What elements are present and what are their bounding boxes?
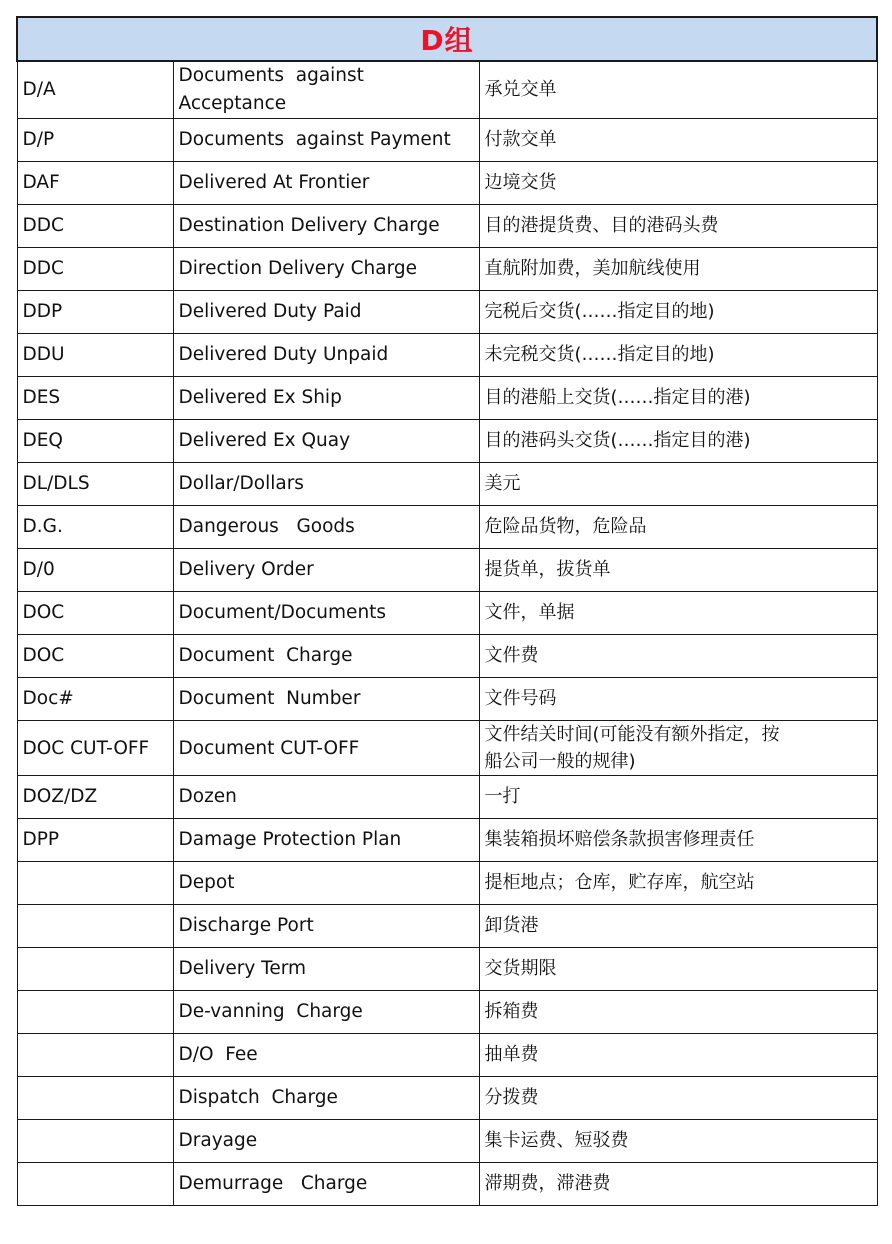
abbreviation-cell: DDU [17, 334, 173, 377]
english-term-cell: Depot [173, 862, 479, 905]
english-term-cell: Destination Delivery Charge [173, 205, 479, 248]
abbreviation-cell: DDP [17, 291, 173, 334]
table-row [17, 291, 877, 334]
english-term-cell: Demurrage Charge [173, 1163, 479, 1206]
chinese-meaning-cell: 提货单，拔货单 [479, 549, 877, 592]
abbreviation-cell: D/0 [17, 549, 173, 592]
english-term-cell: Dangerous Goods [173, 506, 479, 549]
chinese-meaning-cell: 抽单费 [479, 1034, 877, 1077]
chinese-meaning-cell: 交货期限 [479, 948, 877, 991]
english-term-cell: Drayage [173, 1120, 479, 1163]
english-term-cell: Damage Protection Plan [173, 819, 479, 862]
table-row [17, 1034, 877, 1077]
english-term-cell: D/O Fee [173, 1034, 479, 1077]
abbreviation-cell: DOC [17, 635, 173, 678]
abbreviation-cell: DAF [17, 162, 173, 205]
english-term-cell: Documents against Payment [173, 119, 479, 162]
abbreviation-cell: D/A [17, 61, 173, 119]
english-term-cell: Dispatch Charge [173, 1077, 479, 1120]
chinese-meaning-cell: 一打 [479, 776, 877, 819]
table-row [17, 991, 877, 1034]
abbreviation-cell: Doc# [17, 678, 173, 721]
english-term-cell: Document Charge [173, 635, 479, 678]
abbreviation-cell [17, 1163, 173, 1206]
english-term-cell: Delivered Ex Quay [173, 420, 479, 463]
english-term-cell: Document Number [173, 678, 479, 721]
chinese-meaning-cell: 完税后交货(……指定目的地) [479, 291, 877, 334]
english-term-cell: Discharge Port [173, 905, 479, 948]
abbreviation-cell: DOC CUT-OFF [17, 721, 173, 776]
chinese-meaning-cell: 目的港船上交货(……指定目的港) [479, 377, 877, 420]
group-title: D组 [17, 17, 877, 61]
chinese-meaning-cell: 集卡运费、短驳费 [479, 1120, 877, 1163]
table-row [17, 635, 877, 678]
abbreviation-cell: D.G. [17, 506, 173, 549]
table-row [17, 905, 877, 948]
glossary-table [16, 16, 878, 1206]
table-row [17, 819, 877, 862]
table-row [17, 162, 877, 205]
abbreviation-cell: D/P [17, 119, 173, 162]
chinese-meaning-cell: 目的港码头交货(……指定目的港) [479, 420, 877, 463]
abbreviation-cell [17, 905, 173, 948]
english-term-cell: Delivered At Frontier [173, 162, 479, 205]
english-term-cell: De-vanning Charge [173, 991, 479, 1034]
table-row [17, 1163, 877, 1206]
chinese-meaning-cell: 美元 [479, 463, 877, 506]
english-term-cell: Dozen [173, 776, 479, 819]
abbreviation-cell [17, 862, 173, 905]
abbreviation-cell [17, 1077, 173, 1120]
english-term-cell: Delivered Duty Paid [173, 291, 479, 334]
abbreviation-cell: DOZ/DZ [17, 776, 173, 819]
table-row [17, 506, 877, 549]
chinese-meaning-cell: 拆箱费 [479, 991, 877, 1034]
table-row [17, 377, 877, 420]
table-row [17, 248, 877, 291]
chinese-meaning-cell: 集装箱损坏赔偿条款损害修理责任 [479, 819, 877, 862]
table-row [17, 862, 877, 905]
abbreviation-cell [17, 991, 173, 1034]
abbreviation-cell: DDC [17, 248, 173, 291]
abbreviation-cell: DOC [17, 592, 173, 635]
abbreviation-cell: DES [17, 377, 173, 420]
table-row [17, 119, 877, 162]
abbreviation-cell [17, 948, 173, 991]
table-row [17, 1077, 877, 1120]
chinese-meaning-cell: 滞期费，滞港费 [479, 1163, 877, 1206]
abbreviation-cell: DEQ [17, 420, 173, 463]
table-row [17, 420, 877, 463]
abbreviation-cell: DPP [17, 819, 173, 862]
english-term-cell: Delivered Duty Unpaid [173, 334, 479, 377]
chinese-meaning-cell: 文件，单据 [479, 592, 877, 635]
chinese-meaning-cell: 承兑交单 [479, 61, 877, 119]
english-term-cell: Delivery Term [173, 948, 479, 991]
chinese-meaning-cell: 未完税交货(……指定目的地) [479, 334, 877, 377]
english-term-cell: Delivered Ex Ship [173, 377, 479, 420]
chinese-meaning-cell: 边境交货 [479, 162, 877, 205]
chinese-meaning-cell: 危险品货物，危险品 [479, 506, 877, 549]
chinese-meaning-cell: 提柜地点；仓库，贮存库，航空站 [479, 862, 877, 905]
chinese-meaning-cell: 文件号码 [479, 678, 877, 721]
abbreviation-cell [17, 1120, 173, 1163]
english-term-cell: Delivery Order [173, 549, 479, 592]
chinese-meaning-cell: 卸货港 [479, 905, 877, 948]
table-row [17, 721, 877, 776]
table-row [17, 1120, 877, 1163]
glossary-sheet [16, 16, 876, 1206]
table-row [17, 61, 877, 119]
chinese-meaning-cell: 分拨费 [479, 1077, 877, 1120]
english-term-cell: Direction Delivery Charge [173, 248, 479, 291]
abbreviation-cell: DL/DLS [17, 463, 173, 506]
english-term-cell: Documents against Acceptance [173, 61, 479, 119]
table-row [17, 334, 877, 377]
abbreviation-cell: DDC [17, 205, 173, 248]
table-row [17, 549, 877, 592]
english-term-cell: Document/Documents [173, 592, 479, 635]
english-term-cell: Dollar/Dollars [173, 463, 479, 506]
table-row [17, 776, 877, 819]
table-row [17, 948, 877, 991]
table-row [17, 678, 877, 721]
chinese-meaning-cell: 付款交单 [479, 119, 877, 162]
chinese-meaning-cell: 直航附加费，美加航线使用 [479, 248, 877, 291]
chinese-meaning-cell: 目的港提货费、目的港码头费 [479, 205, 877, 248]
table-row [17, 463, 877, 506]
abbreviation-cell [17, 1034, 173, 1077]
chinese-meaning-cell: 文件费 [479, 635, 877, 678]
table-row [17, 592, 877, 635]
english-term-cell: Document CUT-OFF [173, 721, 479, 776]
chinese-meaning-cell: 文件结关时间(可能没有额外指定，按 船公司一般的规律) [479, 721, 877, 776]
table-row [17, 205, 877, 248]
